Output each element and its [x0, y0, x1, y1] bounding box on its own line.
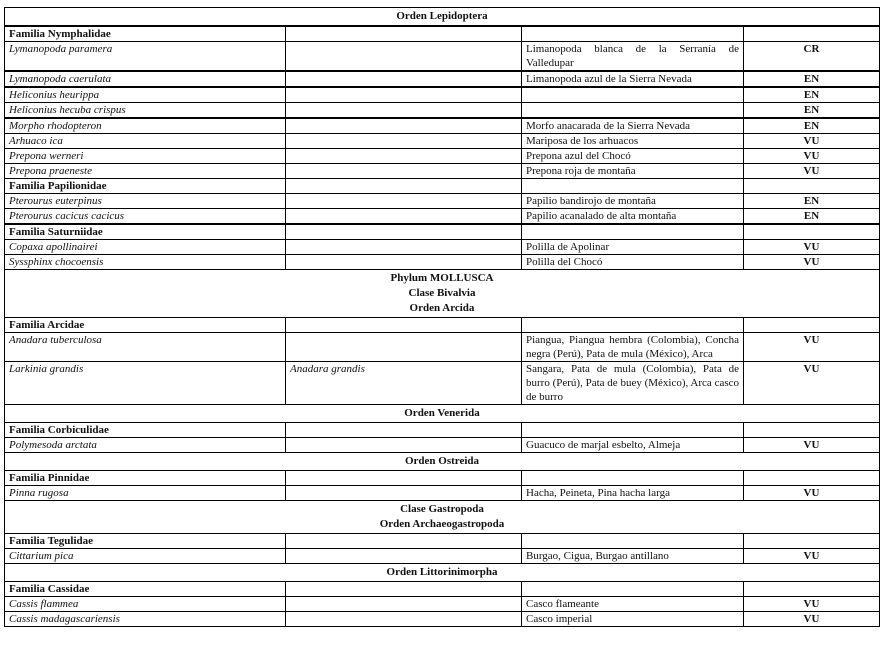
species-row: [5, 194, 880, 209]
species-name: Pterourus cacicus cacicus: [5, 209, 286, 225]
species-name: Copaxa apollinairei: [5, 240, 286, 255]
family-name: Familia Corbiculidae: [5, 423, 286, 438]
common-name: [522, 87, 744, 103]
section-heading-row: [5, 453, 880, 471]
common-name-cell: [522, 179, 744, 194]
threat-status: EN: [744, 103, 880, 119]
species-name: Cassis flammea: [5, 597, 286, 612]
family-name: Familia Cassidae: [5, 582, 286, 597]
common-name: [522, 103, 744, 119]
section-heading-row: [5, 405, 880, 423]
section-heading: [5, 8, 880, 27]
synonym-name: [286, 103, 522, 119]
species-row: [5, 87, 880, 103]
species-row: [5, 549, 880, 564]
threat-status: EN: [744, 71, 880, 87]
common-name: Casco imperial: [522, 612, 744, 627]
synonym-name: [286, 549, 522, 564]
family-name: Familia Arcidae: [5, 318, 286, 333]
threat-status: VU: [744, 333, 880, 362]
species-row: [5, 103, 880, 119]
common-name: Papilio acanalado de alta montaña: [522, 209, 744, 225]
species-name: Lymanopoda caerulata: [5, 71, 286, 87]
species-name: Cittarium pica: [5, 549, 286, 564]
section-heading-line: Orden Archaeogastropoda: [379, 518, 505, 530]
status-cell: [744, 423, 880, 438]
synonym-name: [286, 134, 522, 149]
synonym-name: [286, 333, 522, 362]
species-row: [5, 42, 880, 72]
species-row: [5, 164, 880, 179]
section-heading-line: Orden Littorinimorpha: [386, 566, 498, 578]
species-row: [5, 118, 880, 134]
species-name: Lymanopoda paramera: [5, 42, 286, 72]
common-name: Prepona azul del Chocó: [522, 149, 744, 164]
species-name: Cassis madagascariensis: [5, 612, 286, 627]
family-row: [5, 318, 880, 333]
threat-status: VU: [744, 362, 880, 405]
family-name: Familia Nymphalidae: [5, 26, 286, 42]
family-row: [5, 471, 880, 486]
family-row: [5, 26, 880, 42]
species-name: Polymesoda arctata: [5, 438, 286, 453]
common-name: Sangara, Pata de mula (Colombia), Pata de burro (Perú), Pata de buey (México), Arca casco de burro: [522, 362, 744, 405]
section-heading-row: [5, 8, 880, 27]
species-row: [5, 134, 880, 149]
section-heading: [5, 564, 880, 582]
threat-status: EN: [744, 209, 880, 225]
synonym-name: [286, 255, 522, 270]
synonym-name: [286, 118, 522, 134]
species-row: [5, 362, 880, 405]
threat-status: VU: [744, 612, 880, 627]
status-cell: [744, 318, 880, 333]
threat-status: VU: [744, 549, 880, 564]
species-row: [5, 333, 880, 362]
common-name: Casco flameante: [522, 597, 744, 612]
synonym-name: [286, 209, 522, 225]
common-name: Prepona roja de montaña: [522, 164, 744, 179]
section-heading: [5, 453, 880, 471]
synonym-cell: [286, 423, 522, 438]
synonym-name: [286, 71, 522, 87]
status-cell: [744, 26, 880, 42]
species-row: [5, 438, 880, 453]
synonym-cell: [286, 179, 522, 194]
species-name: Prepona praeneste: [5, 164, 286, 179]
synonym-name: [286, 438, 522, 453]
section-heading-line: Orden Arcida: [409, 302, 475, 314]
family-name: Familia Papilionidae: [5, 179, 286, 194]
threat-status: VU: [744, 486, 880, 501]
common-name-cell: [522, 318, 744, 333]
species-row: [5, 486, 880, 501]
section-heading-row: [5, 270, 880, 318]
family-row: [5, 423, 880, 438]
species-table-body: [5, 8, 880, 627]
threat-status: EN: [744, 194, 880, 209]
common-name: Hacha, Peineta, Pina hacha larga: [522, 486, 744, 501]
common-name-cell: [522, 224, 744, 240]
common-name: Burgao, Cigua, Burgao antillano: [522, 549, 744, 564]
species-row: [5, 597, 880, 612]
species-name: Morpho rhodopteron: [5, 118, 286, 134]
synonym-cell: [286, 224, 522, 240]
species-name: Heliconius heurippa: [5, 87, 286, 103]
section-heading-line: Clase Gastropoda: [400, 503, 484, 515]
species-row: [5, 240, 880, 255]
synonym-name: [286, 486, 522, 501]
section-heading-line: Orden Ostreida: [404, 455, 480, 467]
section-heading: [5, 501, 880, 534]
species-name: Pinna rugosa: [5, 486, 286, 501]
species-name: Arhuaco ica: [5, 134, 286, 149]
species-name: Prepona werneri: [5, 149, 286, 164]
family-row: [5, 179, 880, 194]
synonym-name: [286, 87, 522, 103]
status-cell: [744, 224, 880, 240]
threat-status: VU: [744, 134, 880, 149]
synonym-cell: [286, 318, 522, 333]
threat-status: VU: [744, 164, 880, 179]
species-row: [5, 255, 880, 270]
synonym-name: [286, 149, 522, 164]
species-name: Pterourus euterpinus: [5, 194, 286, 209]
common-name: Limanopoda blanca de la Serranía de Valledupar: [522, 42, 744, 72]
synonym-cell: [286, 534, 522, 549]
section-heading-line: Orden Venerida: [404, 407, 480, 419]
section-heading-row: [5, 564, 880, 582]
synonym-name: [286, 612, 522, 627]
common-name: Limanopoda azul de la Sierra Nevada: [522, 71, 744, 87]
section-heading-row: [5, 501, 880, 534]
synonym-name: [286, 597, 522, 612]
common-name-cell: [522, 26, 744, 42]
threat-status: VU: [744, 597, 880, 612]
species-name: Anadara tuberculosa: [5, 333, 286, 362]
status-cell: [744, 582, 880, 597]
common-name-cell: [522, 534, 744, 549]
family-name: Familia Pinnidae: [5, 471, 286, 486]
common-name: Piangua, Piangua hembra (Colombia), Concha negra (Perú), Pata de mula (México), Arca: [522, 333, 744, 362]
status-cell: [744, 179, 880, 194]
threat-status: VU: [744, 438, 880, 453]
species-row: [5, 209, 880, 225]
family-name: Familia Saturniidae: [5, 224, 286, 240]
threat-status: VU: [744, 255, 880, 270]
family-row: [5, 534, 880, 549]
threat-status: CR: [744, 42, 880, 72]
common-name: Morfo anacarada de la Sierra Nevada: [522, 118, 744, 134]
threat-status: VU: [744, 149, 880, 164]
family-name: Familia Tegulidae: [5, 534, 286, 549]
common-name: Polilla del Chocó: [522, 255, 744, 270]
threat-status: EN: [744, 118, 880, 134]
common-name-cell: [522, 582, 744, 597]
species-row: [5, 71, 880, 87]
synonym-name: [286, 194, 522, 209]
common-name: Papilio bandirojo de montaña: [522, 194, 744, 209]
species-row: [5, 149, 880, 164]
family-row: [5, 582, 880, 597]
threat-status: VU: [744, 240, 880, 255]
synonym-name: [286, 164, 522, 179]
common-name: Polilla de Apolinar: [522, 240, 744, 255]
common-name: Mariposa de los arhuacos: [522, 134, 744, 149]
species-name: Larkinia grandis: [5, 362, 286, 405]
synonym-name: [286, 240, 522, 255]
synonym-name: [286, 42, 522, 72]
common-name: Guacuco de marjal esbelto, Almeja: [522, 438, 744, 453]
section-heading-line: Clase Bivalvia: [408, 287, 476, 299]
species-name: Heliconius hecuba crispus: [5, 103, 286, 119]
common-name-cell: [522, 471, 744, 486]
common-name-cell: [522, 423, 744, 438]
section-heading-line: Phylum MOLLUSCA: [390, 272, 494, 284]
synonym-cell: [286, 471, 522, 486]
species-name: Syssphinx chocoensis: [5, 255, 286, 270]
synonym-cell: [286, 582, 522, 597]
synonym-name: Anadara grandis: [286, 362, 522, 405]
section-heading-line: Orden Lepidoptera: [396, 10, 488, 22]
status-cell: [744, 471, 880, 486]
section-heading: [5, 270, 880, 318]
species-row: [5, 612, 880, 627]
status-cell: [744, 534, 880, 549]
section-heading: [5, 405, 880, 423]
species-table: [4, 7, 880, 627]
family-row: [5, 224, 880, 240]
synonym-cell: [286, 26, 522, 42]
threat-status: EN: [744, 87, 880, 103]
